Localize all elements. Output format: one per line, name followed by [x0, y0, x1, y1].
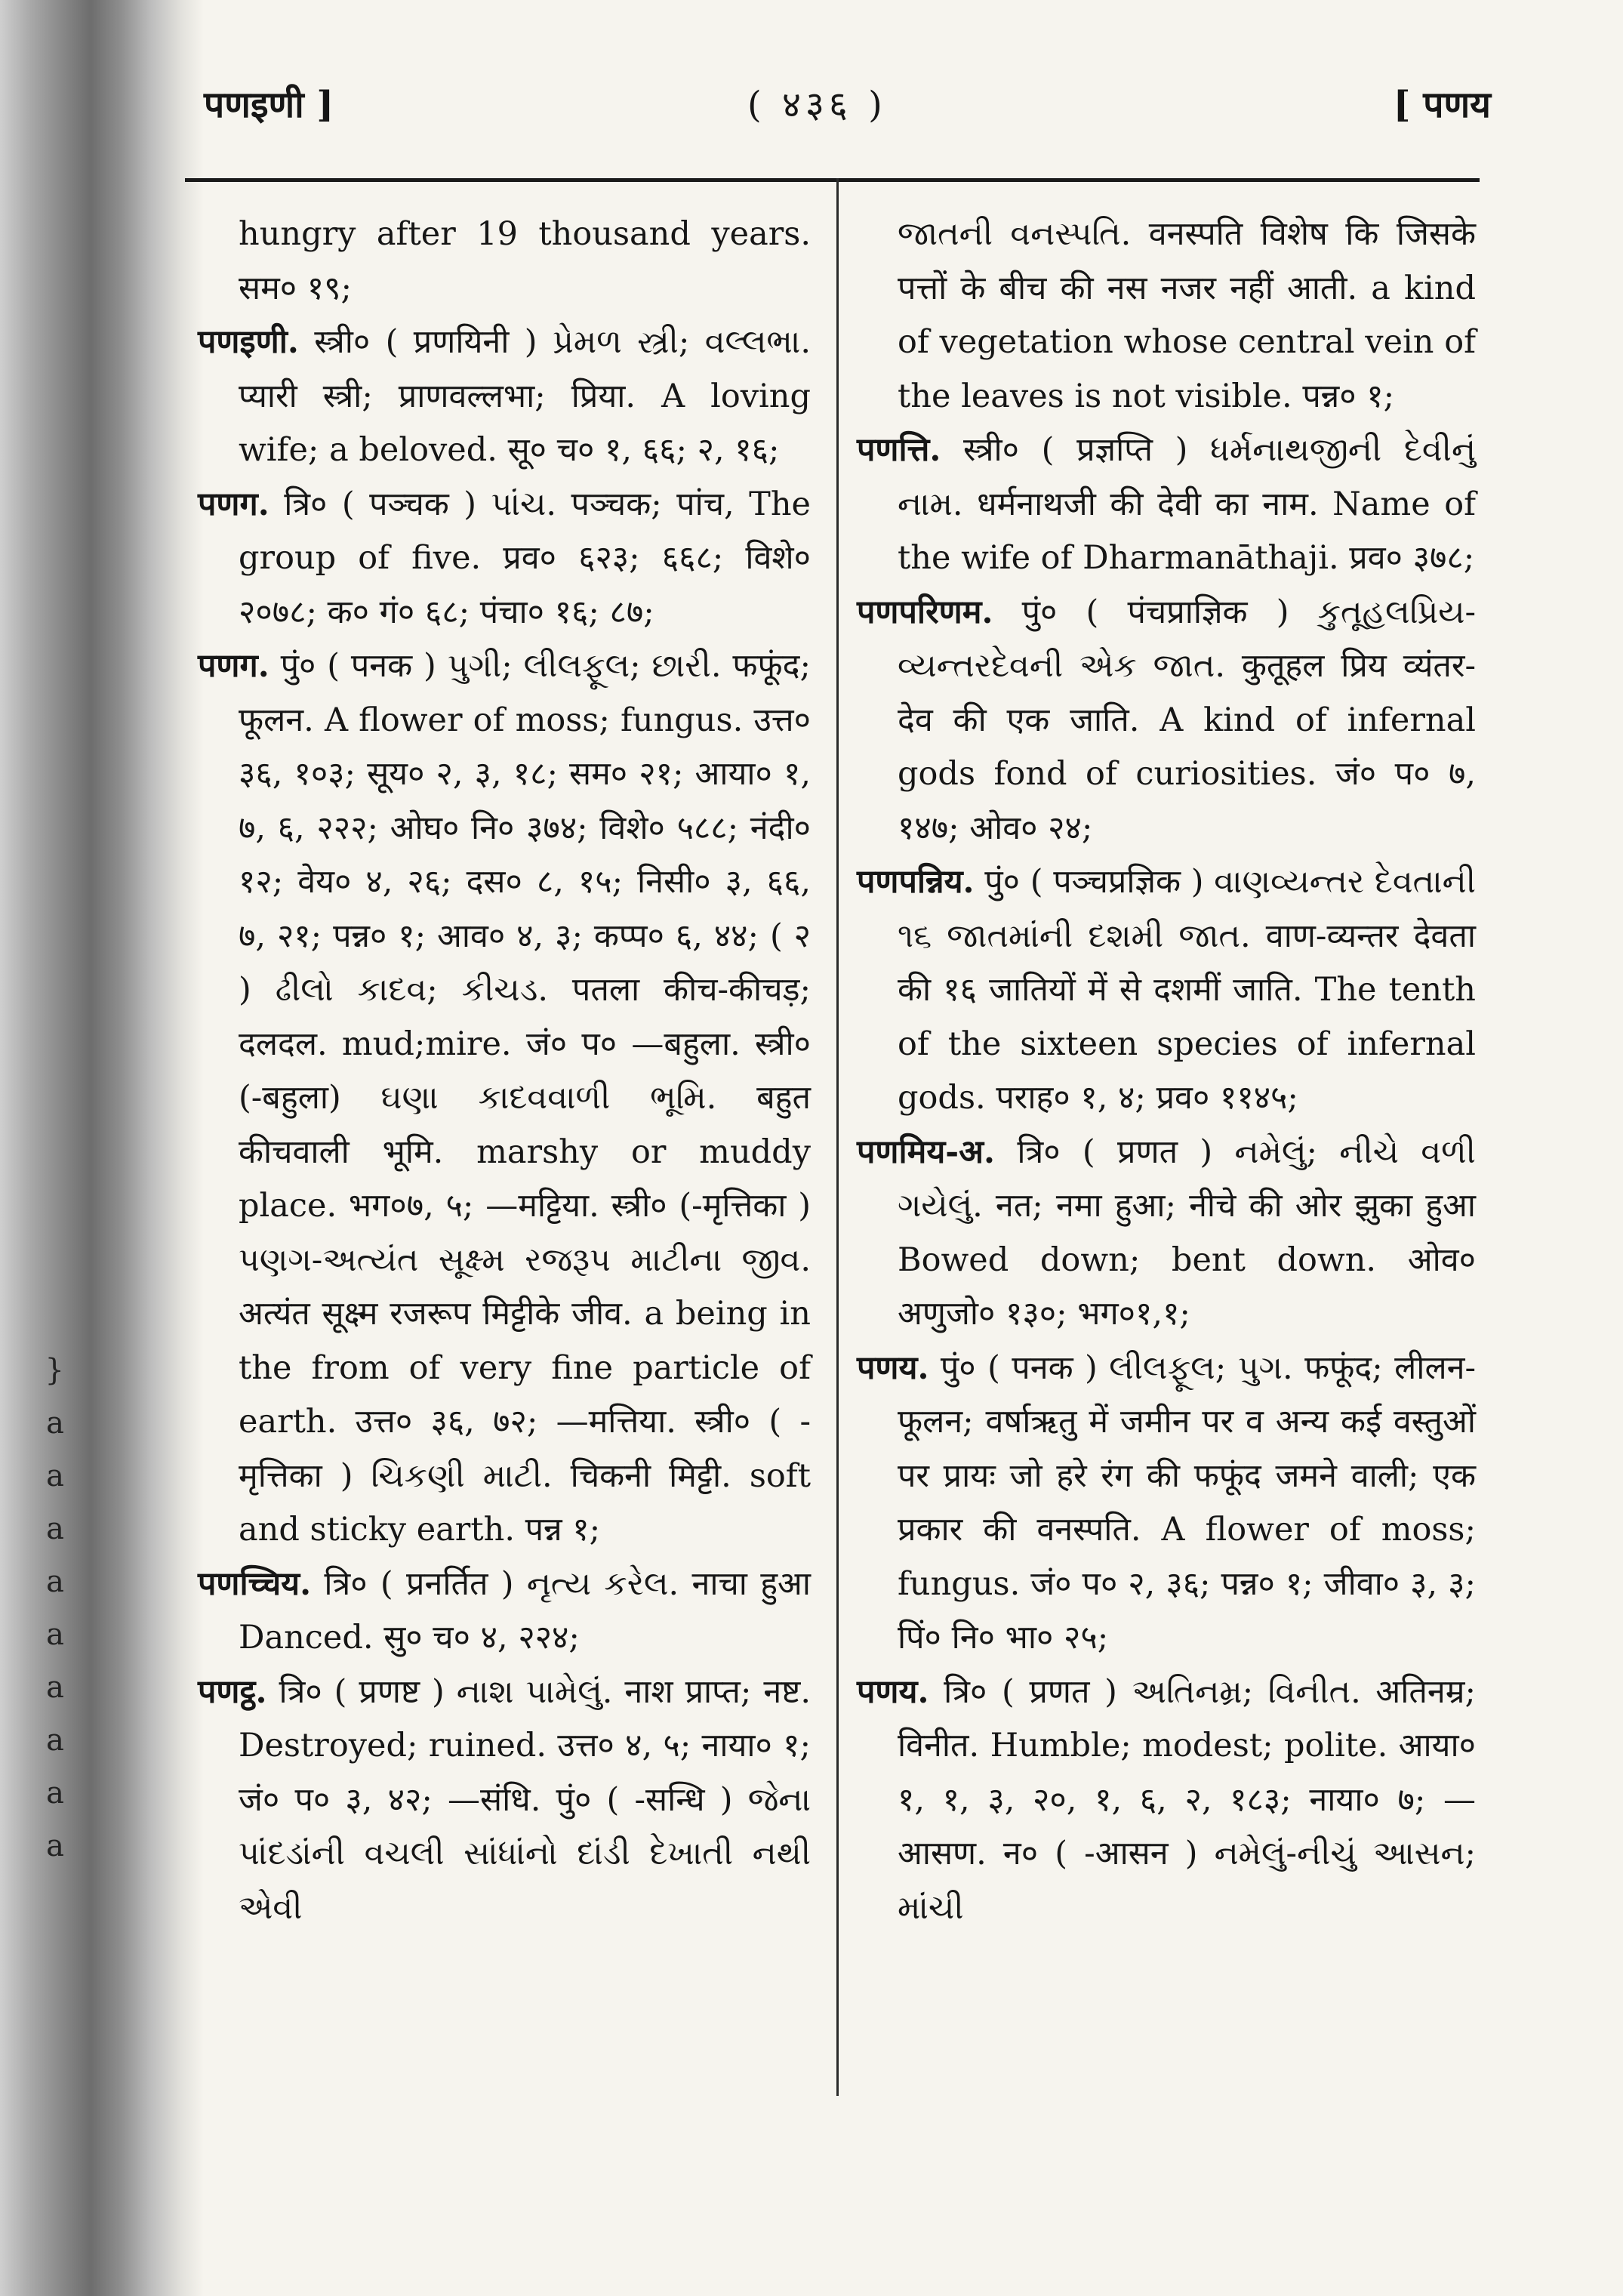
headword: पणच्चिय.	[198, 1564, 312, 1603]
headword: पणय.	[857, 1672, 929, 1711]
running-head-right: [ पणय	[1393, 84, 1491, 126]
entry-text: पुं० ( पंचप्राज्ञिक ) કુતૂહલપ્રિય-વ્યન્તરદેવની એક જાત. कुतूहल प्रिय व्यंतर-देव की एक जाति. A kind of infernal gods fond of curiosities. जं० प० ७, १४७; ओव० २४;	[898, 593, 1476, 847]
dict-entry	[857, 855, 1476, 1126]
headword: पणइणी.	[198, 323, 299, 361]
entry-text: त्रि० ( प्रनर्तित ) નૃત્ય કરેલ. नाचा हुआ Danced. सु० च० ४, २२४;	[239, 1564, 812, 1657]
dict-entry	[198, 316, 811, 478]
entry-text: त्रि० ( प्रणष्ट ) નાશ પામેલું. नाश प्राप्त; नष्ट. Destroyed; ruined. उत्त० ४, ५; नाया० १; जं० प० ३, ४२; —संधि. पुं० ( -सन्धि ) જેના પાંદડાંની વચલી સાંધાંનો દાંડી દેખાતી નથી એવી	[239, 1672, 812, 1927]
margin-fragment: a	[46, 1617, 64, 1652]
margin-fragment: a	[46, 1512, 64, 1546]
margin-fragment: a	[46, 1406, 64, 1441]
dict-entry	[198, 1558, 811, 1666]
entry-text: पुं० ( पञ्चप्रज्ञिक ) વાણવ્યન્તર દેવતાની ૧૬ જાતમાંની દશમી જાત. वाण-व्यन्तर देवता की १६ जातियों में से दशमीं जाति. The tenth of the sixteen species of infernal gods. पराह० १, ४; प्रव० ११४५;	[898, 863, 1477, 1117]
entry-text: स्त्री० ( प्रज्ञप्ति ) ધર્મનાથજીની દેવીનું નામ. धर्मनाथजी की देवी का नाम. Name of the wife of Dharmanāthaji. प्रव० ३७८;	[898, 431, 1476, 577]
margin-fragment: a	[46, 1776, 64, 1811]
headword: पणत्ति.	[857, 431, 941, 469]
dict-entry	[198, 208, 811, 316]
binding-shadow	[0, 0, 204, 2296]
entry-text: त्रि० ( प्रणत ) નમેલું; નીચે વળી ગયેલું. नत; नमा हुआ; नीचे की ओर झुका हुआ Bowed down; bent down. ओव० अणुजो० १३०; भग०१,१;	[898, 1133, 1476, 1333]
headword: पणग.	[198, 485, 269, 523]
margin-fragments	[0, 1344, 64, 1872]
headword: पणग.	[198, 647, 269, 685]
column-divider	[836, 178, 839, 2096]
dict-entry	[198, 478, 811, 640]
entry-text: જાતની વનસ્પતિ. वनस्पति विशेष कि जिसके पत्तों के बीच की नस नजर नहीं आती. a kind of vegetation whose central vein of the leaves is not visible. पन्न० १;	[898, 215, 1476, 415]
entry-text: त्रि० ( प्रणत ) અતિનમ્ર; વિનીત. अतिनम्र; विनीत. Humble; modest; polite. आया० १, १, ३, २०, १, ६, २, १८३; नाया० ७; —आसण. न० ( -आसन ) નમેલું-નીચું આસન; માંચી	[898, 1672, 1476, 1927]
entry-text: स्त्री० ( प्रणयिनी ) પ્રેમળ સ્ત્રી; વલ્લભા. प्यारी स्त्री; प्राणवल्लभा; प्रिया. A loving wife; a beloved. सू० च० १, ६६; २, १६;	[239, 323, 811, 469]
left-column	[198, 208, 811, 1935]
dict-entry	[857, 586, 1476, 856]
dict-entry	[857, 1126, 1476, 1342]
margin-fragment: a	[46, 1723, 64, 1758]
entry-text: त्रि० ( पञ्चक ) પાંચ. पञ्चक; पांच, The group of five. प्रव० ६२३; ६६८; विशे० २०७८; क० गं० ६८; पंचा० १६; ८७;	[239, 485, 811, 631]
headword: पणय.	[857, 1348, 929, 1387]
headword: पणपन्निय.	[857, 863, 975, 901]
header-rule	[185, 178, 1480, 182]
margin-fragment: a	[46, 1459, 64, 1493]
headword: पणपरिणम.	[857, 593, 993, 631]
dict-entry	[857, 424, 1476, 586]
running-head-left: पणइणी ]	[204, 84, 334, 126]
dict-entry	[857, 208, 1476, 424]
margin-fragment: a	[46, 1564, 64, 1599]
dict-entry	[198, 639, 811, 1558]
margin-fragment: a	[46, 1670, 64, 1705]
margin-fragment: a	[46, 1829, 64, 1863]
dict-entry	[857, 1666, 1476, 1936]
headword: पणट्ठ.	[198, 1672, 267, 1711]
margin-fragment: }	[45, 1353, 64, 1388]
entry-text: पुं० ( पनक ) પુગી; લીલફૂલ; છારી. फफूंद; फूलन. A flower of moss; fungus. उत्त० ३६, १०३; सूय० २, ३, १८; सम० २१; आया० १, ७, ६, २२२; ओघ० नि० ३७४; विशे० ५८८; नंदी० १२; वेय० ४, २६; दस० ८, १५; निसी० ३, ६६, ७, २१; पन्न० १; आव० ४, ३; कप्प० ६, ४४; ( २ ) ઢીલો કાદવ; કીચડ. पतला कीच-कीचड़; दलदल. mud;mire. जं० प० —बहुला. स्त्री० (-बहुला) ઘણા કાદવવાળી ભૂમિ. बहुत कीचवाली भूमि. marshy or muddy place. भग०७, ५; —मट्टिया. स्त्री० (-मृत्तिका ) પણગ-અત્યંત સૂક્ષ્મ રજરૂપ માટીના જીવ. अत्यंत सूक्ष्म रजरूप मिट्टीके जीव. a being in the from of very fine particle of earth. उत्त० ३६, ७२; —मत्तिया. स्त्री० ( -मृत्तिका ) ચિકણી માટી. चिकनी मिट्टी. soft and sticky earth. पन्न १;	[239, 647, 811, 1549]
page-number: ( ४३६ )	[747, 84, 887, 126]
right-column	[857, 208, 1476, 1935]
headword: पणमिय-अ.	[857, 1133, 995, 1171]
entry-text: hungry after 19 thousand years. सम० १९;	[239, 215, 811, 307]
entry-text: पुं० ( पनक ) લીલફૂલ; પુગ. फफूंद; लीलन-फूलन; वर्षाऋतु में जमीन पर व अन्य कई वस्तुओं पर प्रायः जो हरे रंग की फफूंद जमने वाली; एक प्रकार की वनस्पति. A flower of moss; fungus. जं० प० २, ३६; पन्न० १; जीवा० ३, ३; पिं० नि० भा० २५;	[898, 1348, 1476, 1657]
dict-entry	[857, 1342, 1476, 1666]
dict-entry	[198, 1666, 811, 1936]
